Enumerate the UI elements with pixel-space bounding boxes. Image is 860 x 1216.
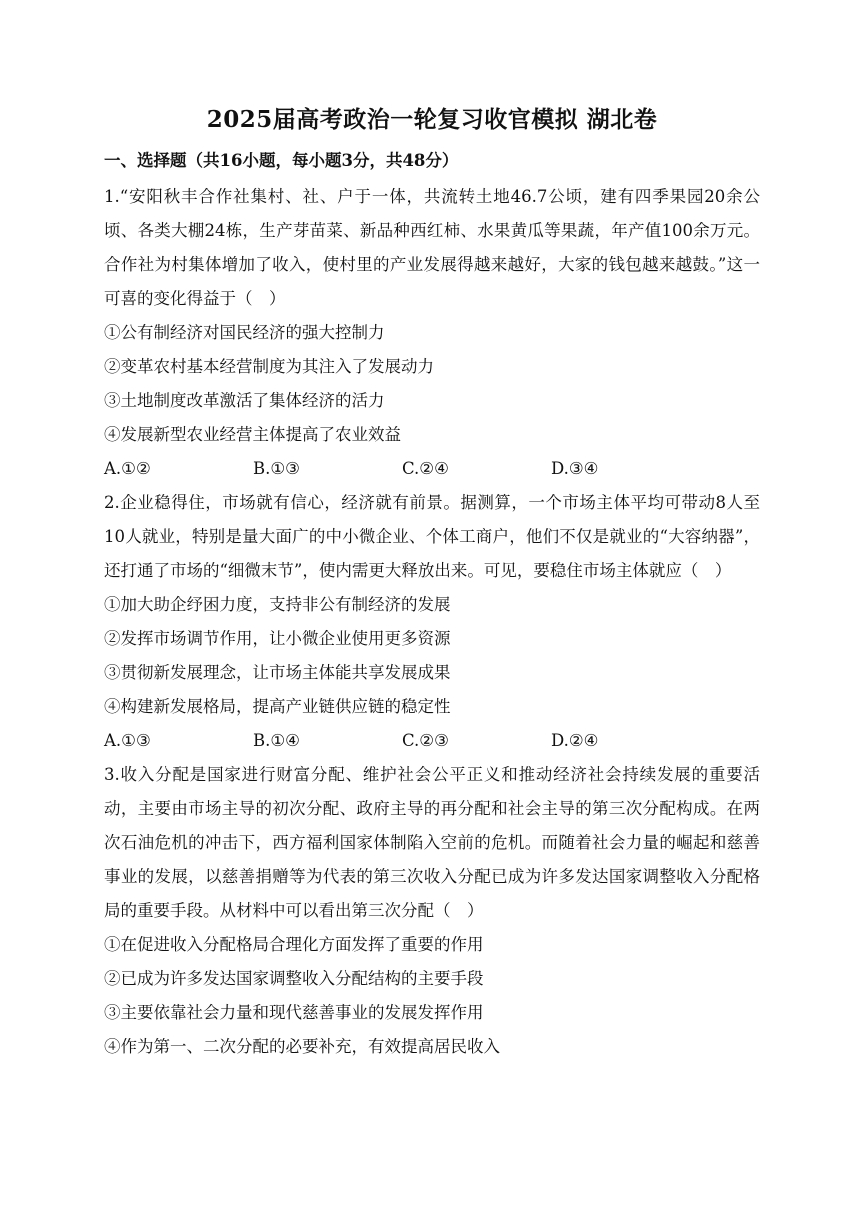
answer-choices (104, 724, 760, 758)
statement-option: ④构建新发展格局，提高产业链供应链的稳定性 (104, 697, 451, 716)
answer-choices (104, 452, 760, 486)
statement-option: ①在促进收入分配格局合理化方面发挥了重要的作用 (104, 935, 484, 954)
statement-option: ②已成为许多发达国家调整收入分配结构的主要手段 (104, 969, 484, 988)
question-stem: 3.收入分配是国家进行财富分配、维护社会公平正义和推动经济社会持续发展的重要活动，主要由市场主导的初次分配、政府主导的再分配和社会主导的第三次分配构成。在两次石油危机的冲击下，西方福利国家体制陷入空前的危机。而随着社会力量的崛起和慈善事业的发展，以慈善捐赠等为代表的第三次收入分配已成为许多发达国家调整收入分配格局的重要手段。从材料中可以看出第三次分配（ ） (104, 765, 760, 920)
choice-c: C.②③ (402, 731, 449, 750)
choice-b: B.①③ (253, 459, 300, 478)
question-2 (104, 486, 760, 758)
choice-b: B.①④ (253, 731, 300, 750)
statement-option: ①加大助企纾困力度，支持非公有制经济的发展 (104, 595, 451, 614)
question-3 (104, 758, 760, 1064)
statement-option: ②变革农村基本经营制度为其注入了发展动力 (104, 357, 434, 376)
section-heading: 一、选择题（共16小题，每小题3分，共48分） (104, 151, 459, 170)
statement-option: ①公有制经济对国民经济的强大控制力 (104, 323, 385, 342)
statement-option: ④发展新型农业经营主体提高了农业效益 (104, 425, 401, 444)
statement-option: ③主要依靠社会力量和现代慈善事业的发展发挥作用 (104, 1003, 484, 1022)
statement-option: ②发挥市场调节作用，让小微企业使用更多资源 (104, 629, 451, 648)
statement-option: ④作为第一、二次分配的必要补充，有效提高居民收入 (104, 1037, 500, 1056)
choice-c: C.②④ (402, 459, 449, 478)
question-stem: 1.“安阳秋丰合作社集村、社、户于一体，共流转土地46.7公顷，建有四季果园20余公顷、各类大棚24栋，生产芽苗菜、新品种西红柿、水果黄瓜等果蔬，年产值100余万元。合作社为村集体增加了收入，使村里的产业发展得越来越好，大家的钱包越来越鼓。”这一可喜的变化得益于（ ） (104, 187, 760, 308)
exam-title: 2025届高考政治一轮复习收官模拟 湖北卷 (206, 106, 658, 133)
question-stem: 2.企业稳得住，市场就有信心，经济就有前景。据测算，一个市场主体平均可带动8人至10人就业，特别是量大面广的中小微企业、个体工商户，他们不仅是就业的“大容纳器”，还打通了市场的“细微末节”，使内需更大释放出来。可见，要稳住市场主体就应（ ） (104, 493, 760, 580)
choice-d: D.②④ (551, 731, 599, 750)
choice-a: A.①③ (104, 731, 151, 750)
choice-a: A.①② (104, 459, 151, 478)
question-1 (104, 180, 760, 486)
statement-option: ③土地制度改革激活了集体经济的活力 (104, 391, 385, 410)
statement-option: ③贯彻新发展理念，让市场主体能共享发展成果 (104, 663, 451, 682)
choice-d: D.③④ (551, 459, 599, 478)
